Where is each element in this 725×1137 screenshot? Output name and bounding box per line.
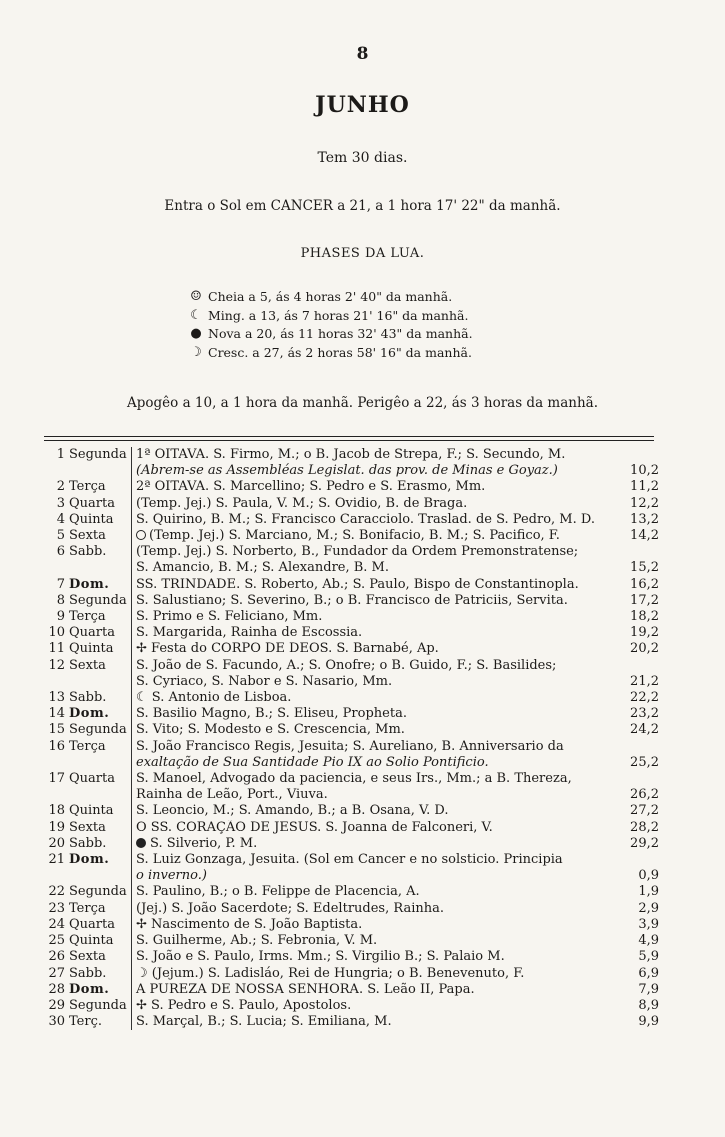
day-number: 25 xyxy=(48,933,65,949)
saints-text-content: S. Quirino, B. M.; S. Francisco Caracciolo. Traslad. de S. Pedro, M. D. xyxy=(136,511,595,527)
saints-text-content: (Temp. Jej.) S. Marciano, M.; S. Bonifacio, B. M.; S. Pacifico, F. xyxy=(149,528,560,544)
saints-text-content: A PUREZA DE NOSSA SENHORA. S. Leão II, Papa. xyxy=(136,981,475,997)
saints-text xyxy=(132,787,621,803)
day-number: 19 xyxy=(48,819,65,835)
table-row xyxy=(44,512,659,528)
saints-text xyxy=(132,1014,621,1030)
saints-text xyxy=(132,771,621,787)
saints-text-content: Rainha de Leão, Port., Viuva. xyxy=(136,787,328,803)
saints-text-content: (Temp. Jej.) S. Paula, V. M.; S. Ovidio, B. de Braga. xyxy=(136,495,468,511)
saints-text-content: S. Amancio, B. M.; S. Alexandre, B. M. xyxy=(136,560,390,576)
table-row xyxy=(44,852,659,868)
saints-text xyxy=(132,998,621,1014)
page-title: JUNHO xyxy=(315,92,410,118)
table-row xyxy=(44,949,659,965)
weekday xyxy=(69,560,132,576)
weekday: Terça xyxy=(69,479,132,495)
saints-text-content: ✢ Nascimento de S. João Baptista. xyxy=(136,916,363,932)
moon-age-value: 26,2 xyxy=(630,787,659,803)
saints-text-content: ✢ Festa do CORPO DE DEOS. S. Barnabé, Ap. xyxy=(136,641,439,657)
saints-text xyxy=(132,609,621,625)
table-row xyxy=(44,884,659,900)
saints-text-content: ☾ S. Antonio de Lisboa. xyxy=(136,690,292,706)
weekday: Terça xyxy=(69,901,132,917)
divider xyxy=(44,436,654,437)
table-row xyxy=(44,658,659,674)
day-number: 18 xyxy=(48,803,65,819)
weekday: Dom. xyxy=(69,706,132,722)
day-number xyxy=(44,755,65,771)
saints-text xyxy=(132,625,621,641)
weekday: Segunda xyxy=(69,998,132,1014)
saints-text-content: 2ª OITAVA. S. Marcellino; S. Pedro e S. Erasmo, Mm. xyxy=(136,479,486,495)
moon-age-value: 20,2 xyxy=(630,641,659,657)
saints-text-content: (Jej.) S. João Sacerdote; S. Edeltrudes, Rainha. xyxy=(136,900,444,916)
saints-text-content: (Temp. Jej.) S. Norberto, B., Fundador da Ordem Premonstratense; xyxy=(136,544,579,560)
moon-age-value: 16,2 xyxy=(630,576,659,592)
moon-phase-item xyxy=(188,307,473,326)
day-number xyxy=(44,868,65,884)
table-row xyxy=(44,901,659,917)
day-number: 13 xyxy=(48,690,65,706)
saints-text-content: O SS. CORAÇÃO DE JESUS. S. Joanna de Falconeri, V. xyxy=(136,819,493,835)
sun-entry: Entra o Sol em CANCER a 21, a 1 hora 17' 22" da manhã. xyxy=(164,198,561,214)
day-number: 8 xyxy=(56,592,65,608)
moon-age-value: 19,2 xyxy=(630,625,659,641)
day-number: 6 xyxy=(56,544,65,560)
moon-age-value: 8,9 xyxy=(638,997,659,1013)
saints-text-content: 1ª OITAVA. S. Firmo, M.; o B. Jacob de Strepa, F.; S. Secundo, M. xyxy=(136,447,566,462)
saints-text xyxy=(132,933,621,949)
saints-text xyxy=(132,949,621,965)
moon-phase-text: Ming. a 13, ás 7 horas 21' 16" da manhã. xyxy=(208,307,469,323)
weekday: Segunda xyxy=(69,447,132,463)
table-row xyxy=(44,933,659,949)
day-number: 24 xyxy=(48,916,65,932)
table-row xyxy=(44,625,659,641)
saints-text-content: S. João e S. Paulo, Irms. Mm.; S. Virgilio B.; S. Palaio M. xyxy=(136,949,505,965)
day-number: 27 xyxy=(48,965,65,981)
day-number xyxy=(44,560,65,576)
moon-age-value: 23,2 xyxy=(630,706,659,722)
weekday: Quinta xyxy=(69,803,132,819)
divider xyxy=(44,440,654,441)
table-row xyxy=(44,982,659,998)
table-row xyxy=(44,544,659,560)
day-number: 9 xyxy=(56,609,65,625)
day-number xyxy=(44,787,65,803)
weekday xyxy=(69,868,132,884)
saints-text-content: S. Luiz Gonzaga, Jesuita. (Sol em Cancer e no solsticio. Principia xyxy=(136,852,563,868)
day-number xyxy=(44,463,65,479)
saints-text-content: S. Silverio, P. M. xyxy=(150,835,258,851)
day-number: 26 xyxy=(48,949,65,965)
saints-text xyxy=(132,820,621,836)
day-number: 21 xyxy=(48,852,65,868)
saints-text xyxy=(132,447,621,463)
moon-age-value xyxy=(621,739,659,755)
weekday xyxy=(69,787,132,803)
saints-text-content: exaltação de Sua Santidade Pio IX ao Solio Pontificio. xyxy=(136,754,489,770)
weekday: Sexta xyxy=(69,658,132,674)
moon-age-value xyxy=(621,771,659,787)
saints-text xyxy=(132,852,621,868)
moon-age-value: 29,2 xyxy=(630,835,659,851)
day-number: 2 xyxy=(56,479,65,495)
table-row xyxy=(44,787,659,803)
day-number: 14 xyxy=(48,706,65,722)
day-number: 16 xyxy=(48,738,65,754)
saints-text xyxy=(132,706,621,722)
saints-text xyxy=(132,479,621,495)
saints-text-content: S. Salustiano; S. Severino, B.; o B. Francisco de Patriciis, Servita. xyxy=(136,592,568,608)
weekday: Quarta xyxy=(69,625,132,641)
saints-text xyxy=(132,982,621,998)
saints-text xyxy=(132,739,621,755)
day-number: 7 xyxy=(56,576,65,592)
day-number: 5 xyxy=(56,528,65,544)
phases-heading: PHASES DA LUA. xyxy=(300,246,425,261)
full-moon-icon xyxy=(136,530,146,540)
weekday: Quinta xyxy=(69,933,132,949)
day-number: 15 xyxy=(48,722,65,738)
weekday xyxy=(69,674,132,690)
saints-text xyxy=(132,868,621,884)
moon-phase-item xyxy=(188,344,473,363)
moon-age-value: 11,2 xyxy=(630,479,659,495)
moon-age-value xyxy=(621,852,659,868)
weekday: Quarta xyxy=(69,771,132,787)
saints-text xyxy=(132,560,621,576)
table-row xyxy=(44,593,659,609)
table-row xyxy=(44,998,659,1014)
moon-age-value: 13,2 xyxy=(630,511,659,527)
saints-text xyxy=(132,901,621,917)
day-number: 23 xyxy=(48,900,65,916)
weekday: Segunda xyxy=(69,593,132,609)
moon-age-value xyxy=(621,658,659,674)
weekday: Quinta xyxy=(69,641,132,657)
apogee-perigee: Apogêo a 10, a 1 hora da manhã. Perigêo a 22, ás 3 horas da manhã. xyxy=(127,395,598,411)
saints-text-content: S. Paulino, B.; o B. Felippe de Placencia, A. xyxy=(136,884,420,900)
table-row xyxy=(44,917,659,933)
saints-text-content: S. Basilio Magno, B.; S. Eliseu, Propheta. xyxy=(136,706,407,722)
day-number: 22 xyxy=(48,884,65,900)
table-row xyxy=(44,836,659,852)
moon-phase-item xyxy=(188,325,473,344)
day-number: 30 xyxy=(48,1014,65,1030)
saints-text xyxy=(132,674,621,690)
table-row xyxy=(44,706,659,722)
weekday: Dom. xyxy=(69,852,132,868)
table-row xyxy=(44,641,659,657)
moon-age-value xyxy=(621,544,659,560)
full-moon-icon: ☺ xyxy=(190,289,202,304)
moon-age-value: 2,9 xyxy=(638,900,659,916)
saints-text xyxy=(132,593,621,609)
saints-text-content: S. Margarida, Rainha de Escossia. xyxy=(136,625,363,641)
saints-text-content: S. Primo e S. Feliciano, Mm. xyxy=(136,609,323,625)
saints-text xyxy=(132,544,621,560)
weekday: Terça xyxy=(69,609,132,625)
moon-age-value: 22,2 xyxy=(630,690,659,706)
moon-age-value: 1,9 xyxy=(638,884,659,900)
moon-age-value: 27,2 xyxy=(630,803,659,819)
weekday: Sexta xyxy=(69,949,132,965)
moon-age-value: 25,2 xyxy=(630,754,659,770)
table-row xyxy=(44,690,659,706)
moon-age-value: 4,9 xyxy=(638,933,659,949)
weekday: Quinta xyxy=(69,512,132,528)
day-number: 12 xyxy=(48,657,65,673)
table-row xyxy=(44,560,659,576)
weekday: Quarta xyxy=(69,917,132,933)
day-number: 29 xyxy=(48,997,65,1013)
saints-text xyxy=(132,658,621,674)
table-row xyxy=(44,674,659,690)
weekday: Sabb. xyxy=(69,690,132,706)
weekday: Sexta xyxy=(69,528,132,544)
saints-text xyxy=(132,836,621,852)
saints-text-content: ✢ S. Pedro e S. Paulo, Apostolos. xyxy=(136,997,352,1013)
moon-age-value: 5,9 xyxy=(638,949,659,965)
day-number: 3 xyxy=(56,495,65,511)
moon-age-value: 21,2 xyxy=(630,673,659,689)
weekday: Segunda xyxy=(69,722,132,738)
table-row xyxy=(44,447,659,463)
moon-age-value: 15,2 xyxy=(630,560,659,576)
saints-text-content: S. João de S. Facundo, A.; S. Onofre; o B. Guido, F.; S. Basilides; xyxy=(136,657,557,673)
table-row xyxy=(44,496,659,512)
table-row xyxy=(44,868,659,884)
saints-text-content: S. Cyriaco, S. Nabor e S. Nasario, Mm. xyxy=(136,673,393,689)
moon-age-value: 9,9 xyxy=(638,1014,659,1030)
day-number xyxy=(44,674,65,690)
weekday: Terça xyxy=(69,739,132,755)
weekday: Sexta xyxy=(69,820,132,836)
moon-age-value xyxy=(621,447,659,463)
table-row xyxy=(44,966,659,982)
moon-phase-item xyxy=(188,288,473,307)
weekday: Sabb. xyxy=(69,544,132,560)
day-number: 1 xyxy=(56,447,65,462)
new-moon-icon: ● xyxy=(190,326,202,341)
saints-text xyxy=(132,463,621,479)
saints-text-content: S. Leoncio, M.; S. Amando, B.; a B. Osana, V. D. xyxy=(136,803,449,819)
saints-text-content: o inverno.) xyxy=(136,868,207,884)
day-number: 28 xyxy=(48,981,65,997)
saints-text xyxy=(132,690,621,706)
page-number: 8 xyxy=(356,44,369,64)
table-row xyxy=(44,463,659,479)
weekday: Dom. xyxy=(69,577,132,593)
moon-age-value: 18,2 xyxy=(630,609,659,625)
day-number: 20 xyxy=(48,835,65,851)
table-row xyxy=(44,739,659,755)
saints-text xyxy=(132,917,621,933)
weekday xyxy=(69,463,132,479)
moon-age-value: 0,9 xyxy=(638,868,659,884)
saints-text-content: (Abrem-se as Assembléas Legislat. das prov. de Minas e Goyaz.) xyxy=(136,463,558,479)
weekday: Segunda xyxy=(69,884,132,900)
saints-text xyxy=(132,577,621,593)
weekday: Terç. xyxy=(69,1014,132,1030)
table-row xyxy=(44,609,659,625)
weekday: Quarta xyxy=(69,496,132,512)
moon-phase-text: Cresc. a 27, ás 2 horas 58' 16" da manhã. xyxy=(208,344,472,360)
weekday xyxy=(69,755,132,771)
saints-text-content: S. Guilherme, Ab.; S. Febronia, V. M. xyxy=(136,933,378,949)
saints-text xyxy=(132,722,621,738)
moon-age-value: 24,2 xyxy=(630,722,659,738)
saints-text xyxy=(132,512,621,528)
table-row xyxy=(44,803,659,819)
saints-text xyxy=(132,966,621,982)
moon-age-value: 28,2 xyxy=(630,819,659,835)
saints-text xyxy=(132,884,621,900)
moon-phases-list xyxy=(188,288,473,362)
moon-age-value: 12,2 xyxy=(630,495,659,511)
table-row xyxy=(44,528,659,544)
day-number: 11 xyxy=(48,641,65,657)
weekday: Sabb. xyxy=(69,966,132,982)
saints-text-content: SS. TRINDADE. S. Roberto, Ab.; S. Paulo, Bispo de Constantinopla. xyxy=(136,576,579,592)
moon-age-value: 3,9 xyxy=(638,916,659,932)
saints-text-content: S. Vito; S. Modesto e S. Crescencia, Mm. xyxy=(136,722,405,738)
saints-text xyxy=(132,496,621,512)
saints-text-content: S. Manoel, Advogado da paciencia, e seus Irs., Mm.; a B. Thereza, xyxy=(136,771,572,787)
weekday: Dom. xyxy=(69,982,132,998)
saints-text xyxy=(132,755,621,771)
day-number: 17 xyxy=(48,771,65,787)
saints-text xyxy=(132,641,621,657)
weekday: Sabb. xyxy=(69,836,132,852)
first-quarter-moon-icon: ☽ xyxy=(190,344,202,360)
moon-age-value: 14,2 xyxy=(630,528,659,544)
moon-phase-text: Cheia a 5, ás 4 horas 2' 40" da manhã. xyxy=(208,289,453,304)
new-moon-icon xyxy=(136,838,146,848)
saints-text-content: S. Marçal, B.; S. Lucia; S. Emiliana, M. xyxy=(136,1014,392,1030)
last-quarter-moon-icon: ☾ xyxy=(190,307,202,323)
moon-age-value: 7,9 xyxy=(638,981,659,997)
table-row xyxy=(44,1014,659,1030)
table-row xyxy=(44,577,659,593)
saints-text-content: S. João Francisco Regis, Jesuita; S. Aureliano, B. Anniversario da xyxy=(136,738,564,754)
days-count: Tem 30 dias. xyxy=(317,150,408,166)
moon-age-value: 10,2 xyxy=(630,463,659,479)
calendar-table xyxy=(44,447,659,1030)
moon-age-value: 6,9 xyxy=(638,965,659,981)
table-row xyxy=(44,771,659,787)
table-row xyxy=(44,820,659,836)
saints-text xyxy=(132,803,621,819)
saints-text-content: ☽ (Jejum.) S. Ladisláo, Rei de Hungria; o B. Benevenuto, F. xyxy=(136,965,525,981)
saints-text xyxy=(132,528,621,544)
table-row xyxy=(44,755,659,771)
moon-phase-text: Nova a 20, ás 11 horas 32' 43" da manhã. xyxy=(208,326,473,341)
table-row xyxy=(44,722,659,738)
moon-age-value: 17,2 xyxy=(630,592,659,608)
table-row xyxy=(44,479,659,495)
day-number: 4 xyxy=(56,511,65,527)
day-number: 10 xyxy=(48,625,65,641)
